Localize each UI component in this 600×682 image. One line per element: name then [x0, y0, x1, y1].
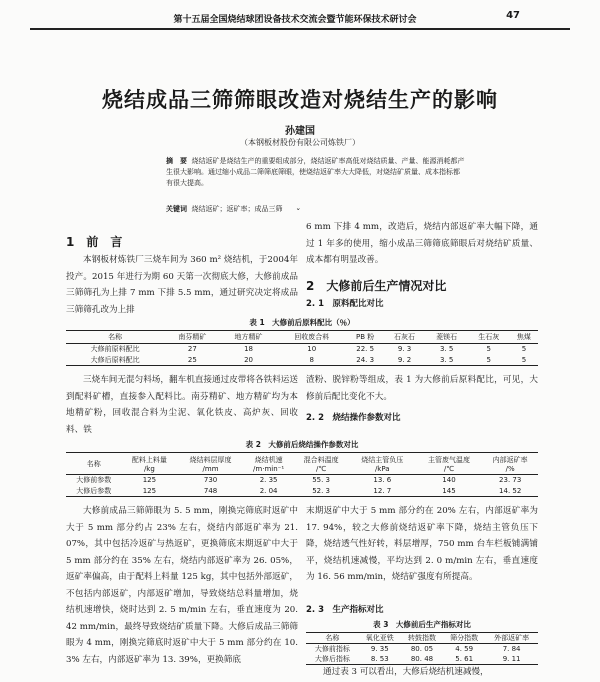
- table-cell: 9. 3: [397, 345, 412, 354]
- table-3: [306, 632, 538, 665]
- table-cell: 大修前参数: [76, 476, 112, 485]
- t2-header: 混合料温度 /℃: [293, 453, 349, 475]
- table-cell: 5: [521, 355, 527, 364]
- t1-header: 焦煤: [510, 331, 538, 344]
- materials-paragraph: 三烧车间无混匀料场，翻车机直接通过皮带将各铁料运送到配料矿槽，直接参入配料比。南芬精矿、地方精矿均为本地精矿粉，回收混合料为尘泥、氧化铁皮、高炉灰、回收料、铁: [66, 375, 298, 435]
- screen-analysis-paragraph: 大修前成品三筛筛眼为 5. 5 mm，刚换完筛底时返矿中大于 5 mm 部分约占 23% 左右，烧结内部返矿率为 21. 07%，其中包括冷返矿与热返矿，更换筛底末期返矿中大于 5 mm 部分约在 35% 左右，烧结内部返矿率为 26. 05%，返矿率偏高，由于配料上料量 125 kg，其中包括外部返矿，不包括内部返矿，内部返矿增加，导致烧结总料量增加，烧结机速增快，烧时达到 2. 5 m/min 左右，垂直速度为 20. 42 mm/min，最终导致烧结矿质量下降。大修后成品三筛筛眼为 4 mm，刚换完筛底时返矿中大于 5 mm 部分约在 10. 3% 左右，内部返矿率为 13. 39%，更换筛底: [66, 506, 298, 665]
- t2-header: 内部返矿率 /%: [482, 453, 538, 475]
- table-cell: 大修后指标: [314, 655, 350, 663]
- table-cell: 12. 7: [373, 486, 392, 495]
- table-cell: 7. 84: [502, 645, 521, 653]
- table-cell: 22. 5: [356, 345, 375, 354]
- table-cell: 大修后参数: [76, 486, 112, 495]
- table-cell: 2. 35: [259, 476, 278, 485]
- materials-paragraph-continued: 渣粉、脱锌粉等组成，表 1 为大修前后原料配比，可见，大修前后配比变化不大。: [306, 375, 538, 402]
- subsection-2-2: 2. 2 烧结操作参数对比: [306, 413, 401, 423]
- table-cell: 10: [307, 345, 317, 354]
- t3-header: 筛分指数: [443, 633, 485, 644]
- table-cell: 125: [142, 476, 157, 485]
- table-row: [66, 486, 538, 497]
- table-cell: 25: [187, 355, 197, 364]
- subsection-2-1: 2. 1 原料配比对比: [306, 299, 384, 309]
- table-row: [66, 355, 538, 366]
- t2-header: 烧结机速 /m·min⁻¹: [244, 453, 293, 475]
- table-cell: 3. 5: [439, 345, 454, 354]
- table-cell: 大修后原料配比: [90, 355, 140, 364]
- section-1-paragraph: 本钢板材炼铁厂三烧车间为 360 m² 烧结机，于2004年投产。2015 年进行为期 60 天第一次彻底大修，大修前成品三筛筛孔为上排 7 mm 下排 5.5 mm，通过研究决定将成品三筛筛孔改为上排: [66, 255, 298, 315]
- table-cell: 20: [244, 355, 254, 364]
- t2-header: 烧结主管负压 /kPa: [349, 453, 416, 475]
- t1-header: 南芬精矿: [164, 331, 220, 344]
- table-1-caption: 表 1 大修前后原料配比（％）: [249, 318, 355, 327]
- table-cell: 125: [142, 486, 157, 495]
- t3-header: 名称: [306, 633, 359, 644]
- running-header: 第十五届全国烧结球团设备技术交流会暨节能环保技术研讨会: [173, 15, 417, 25]
- table-cell: 80. 48: [410, 655, 434, 663]
- t1-header: PB 粉: [347, 331, 384, 344]
- t2-header: 名称: [66, 453, 122, 475]
- table-cell: 18: [244, 345, 254, 354]
- keywords-label: 关键词: [166, 205, 187, 213]
- table-2-caption: 表 2 大修前后烧结操作参数对比: [245, 440, 359, 449]
- keywords: [166, 204, 466, 214]
- table-cell: 24. 3: [356, 355, 375, 364]
- table-cell: 748: [203, 486, 218, 495]
- t1-header: 菱镁石: [426, 331, 468, 344]
- table-cell: 2. 04: [259, 486, 278, 495]
- author: 孙建国: [285, 126, 315, 137]
- t3-header: 转鼓指数: [401, 633, 443, 644]
- paper-title: 烧结成品三筛筛眼改造对烧结生产的影响: [102, 88, 498, 112]
- t3-header: 外部返矿率: [485, 633, 538, 644]
- table-cell: 730: [203, 476, 218, 485]
- table-cell: 9. 2: [397, 355, 412, 364]
- table-cell: 5: [521, 345, 527, 354]
- table-cell: 8: [309, 355, 314, 364]
- table-cell: 145: [442, 486, 456, 495]
- table-cell: 9. 35: [370, 645, 389, 653]
- table-row: [66, 475, 538, 486]
- t1-header: 地方精矿: [220, 331, 276, 344]
- keywords-text: 烧结返矿；返矿率；成品三筛: [191, 205, 283, 213]
- subsection-2-3: 2. 3 生产指标对比: [306, 605, 384, 615]
- table-cell: 8. 53: [370, 655, 389, 663]
- table-cell: 5: [486, 345, 492, 354]
- table-cell: 52. 3: [312, 486, 331, 495]
- t2-header: 配料上料量 /kg: [122, 453, 178, 475]
- table-1: [66, 330, 538, 366]
- table-cell: 3. 5: [439, 355, 454, 364]
- table-row: [306, 654, 538, 665]
- table-cell: 大修前指标: [314, 645, 350, 653]
- t2-header: 烧结料层厚度 /mm: [177, 453, 244, 475]
- table-cell: 55. 3: [312, 476, 331, 485]
- table-2: [66, 452, 538, 497]
- table-cell: 140: [442, 476, 456, 485]
- abstract: [166, 156, 466, 189]
- t1-header: 石灰石: [383, 331, 425, 344]
- section-1-continued: 6 mm 下排 4 mm，改造后，烧结内部返矿率大幅下降，通过 1 年多的使用，缩小成品三筛筛底筛眼后对烧结矿质量、成本都有明显改善。: [306, 222, 538, 265]
- table-cell: 5. 61: [455, 655, 474, 663]
- tilde-mark: ˇ: [296, 209, 301, 219]
- table-cell: 9. 11: [502, 655, 521, 663]
- t1-header: 回收废合料: [277, 331, 347, 344]
- t2-header: 主管废气温度 /℃: [416, 453, 483, 475]
- table-3-discussion: 通过表 3 可以看出，大修后烧结机速减慢，: [323, 667, 489, 677]
- table-cell: 14. 52: [499, 486, 522, 495]
- page-number: 47: [506, 10, 520, 21]
- affiliation: （本钢板材股份有限公司炼铁厂）: [240, 138, 360, 147]
- section-1-heading: 1 前 言: [66, 235, 123, 249]
- table-3-caption: 表 3 大修前后生产指标对比: [373, 620, 471, 629]
- abstract-text: 烧结返矿是烧结生产的重要组成部分，烧结返矿率高低对烧结质量、产量、能源消耗都产生很大影响。通过缩小成品二筛筛底筛眼，使烧结返矿率大大降低，对烧结矿质量、成本指标都有很大提高。: [166, 157, 465, 187]
- table-cell: 13. 6: [373, 476, 392, 485]
- table-cell: 4. 59: [455, 645, 474, 653]
- screen-analysis-paragraph-continued: 末期返矿中大于 5 mm 部分约在 20% 左右，内部返矿率为 17. 94%，较之大修前烧结返矿率下降，烧结主管负压下降，烧结透气性好转，料层增厚，750 mm 台车栏板铺满铺平，烧结机速减慢，平均达到 2. 0 m/min 左右，垂直速度为 16. 56 mm/min，烧结矿强度有所提高。: [306, 506, 538, 582]
- header-rule: [30, 28, 570, 30]
- table-row: [306, 644, 538, 655]
- table-cell: 27: [187, 345, 197, 354]
- table-cell: 23. 73: [499, 476, 522, 485]
- abstract-label: 摘 要: [166, 157, 187, 165]
- table-cell: 大修前原料配比: [90, 345, 140, 354]
- table-cell: 80. 05: [410, 645, 434, 653]
- section-2-heading: 2 大修前后生产情况对比: [306, 279, 447, 293]
- t1-header: 名称: [66, 331, 164, 344]
- t3-header: 氧化亚铁: [359, 633, 401, 644]
- table-cell: 5: [486, 355, 492, 364]
- t1-header: 生石灰: [468, 331, 510, 344]
- table-row: [66, 344, 538, 355]
